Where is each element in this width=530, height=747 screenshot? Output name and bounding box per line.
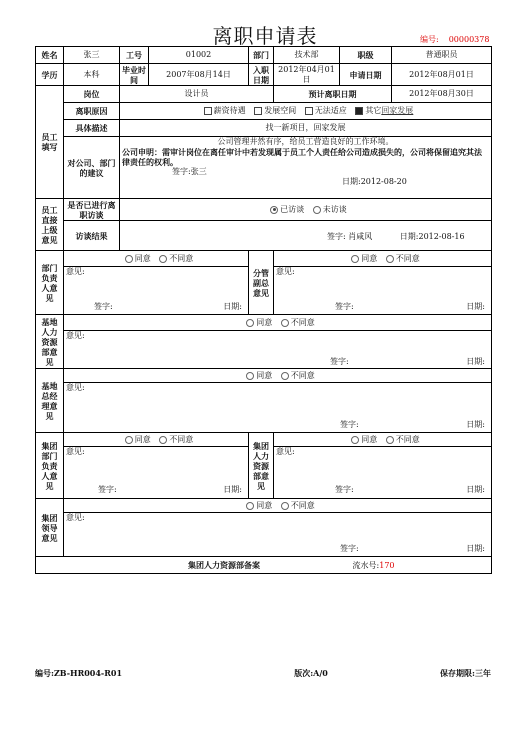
group-hr-sign-row xyxy=(274,483,492,499)
disagree-label: 不同意 xyxy=(290,500,315,510)
reason-option-label: 其它 xyxy=(365,106,382,115)
apply-value[interactable]: 2012年08月01日 xyxy=(392,64,492,86)
name-value[interactable]: 张三 xyxy=(64,47,120,64)
group-hr-label: 集团人力资源部意见 xyxy=(249,433,274,499)
agree-radio[interactable] xyxy=(125,436,133,444)
disagree-label: 不同意 xyxy=(290,317,315,327)
opinion-cell[interactable] xyxy=(120,137,492,199)
filing-row xyxy=(36,557,492,574)
disagree-radio[interactable] xyxy=(281,502,289,510)
disagree-label: 不同意 xyxy=(395,253,420,263)
hr-opinion[interactable]: 意见: xyxy=(64,331,492,357)
level-value[interactable]: 普通职员 xyxy=(392,47,492,64)
sign-label: 签字: xyxy=(330,357,349,367)
hr-label: 基地人力资源部意见 xyxy=(36,315,64,369)
sign-label: 签字: xyxy=(335,485,354,495)
interview-option-label: 已访谈 xyxy=(280,204,305,214)
company-statement: 公司申明：需审计岗位在离任审计中若发现属于员工个人责任给公司造成损失的，公司将保留追究其法律责任的权利。 xyxy=(122,147,482,167)
disagree-radio[interactable] xyxy=(159,255,167,263)
agree-radio[interactable] xyxy=(246,502,254,510)
join-value[interactable]: 2012年04月01日 xyxy=(274,64,340,86)
group-hr-radios xyxy=(274,433,492,447)
interview-result-label: 访谈结果 xyxy=(64,221,120,251)
agree-radio[interactable] xyxy=(351,436,359,444)
empno-value[interactable]: 01002 xyxy=(149,47,249,64)
group-dept-label: 集团部门负责人意见 xyxy=(36,433,64,499)
agree-label: 同意 xyxy=(361,434,378,444)
hr-sign-row xyxy=(64,357,492,369)
dept-head-sign-row xyxy=(64,301,249,315)
doc-retention: 保存期限:三年 xyxy=(440,668,491,678)
position-label: 岗位 xyxy=(64,86,120,103)
agree-radio[interactable] xyxy=(125,255,133,263)
grad-value[interactable]: 2007年08月14日 xyxy=(149,64,249,86)
reason-checkbox-0[interactable] xyxy=(204,107,212,115)
agree-label: 同意 xyxy=(361,253,378,263)
interview-radio-done[interactable] xyxy=(270,206,278,214)
gm-label: 基地总经理意见 xyxy=(36,369,64,433)
serial-number xyxy=(420,34,489,45)
document-footer xyxy=(35,668,491,679)
dept-head-label: 部门负责人意见 xyxy=(36,251,64,315)
reason-option-label: 薪资待遇 xyxy=(213,106,246,115)
date-label: 日期: xyxy=(223,302,242,312)
disagree-radio[interactable] xyxy=(386,436,394,444)
supervisor-date: 日期:2012-08-16 xyxy=(399,232,465,241)
hr-radios xyxy=(64,315,492,331)
reason-option-label: 无法适应 xyxy=(314,106,347,115)
flow-value: 170 xyxy=(379,560,395,570)
agree-radio[interactable] xyxy=(246,372,254,380)
group-dept-radios xyxy=(64,433,249,447)
group-dept-sign-row xyxy=(64,483,249,499)
sign-label: 签字: xyxy=(94,302,113,312)
interview-options xyxy=(120,199,492,221)
filing-label: 集团人力资源部备案 xyxy=(188,559,260,570)
employee-date: 日期:2012-08-20 xyxy=(342,177,407,186)
vp-label: 分管副总意见 xyxy=(249,251,274,315)
group-dept-opinion[interactable]: 意见: xyxy=(64,447,249,483)
date-label: 日期: xyxy=(466,485,485,495)
expected-date-value[interactable]: 2012年08月30日 xyxy=(392,86,492,103)
disagree-radio[interactable] xyxy=(159,436,167,444)
flow-label: 流水号: xyxy=(352,560,380,570)
gm-radios xyxy=(64,369,492,383)
edu-value[interactable]: 本科 xyxy=(64,64,120,86)
supervisor-signature: 签字: 肖咸风 xyxy=(327,232,373,241)
level-label: 职级 xyxy=(340,47,392,64)
group-leader-sign-row xyxy=(64,543,492,557)
employee-section-label: 员工填写 xyxy=(36,86,64,199)
reason-option-label: 发展空间 xyxy=(264,106,297,115)
interview-label: 是否已进行离职访谈 xyxy=(64,199,120,221)
agree-label: 同意 xyxy=(256,317,273,327)
reason-other-text[interactable]: 回家发展 xyxy=(381,106,414,115)
reason-checkbox-2[interactable] xyxy=(305,107,313,115)
reason-checkbox-1[interactable] xyxy=(254,107,262,115)
form-title: 离职申请表 xyxy=(212,24,318,48)
doc-version: 版次:A/0 xyxy=(294,668,328,678)
group-hr-opinion[interactable]: 意见: xyxy=(274,447,492,483)
vp-opinion[interactable]: 意见: xyxy=(274,267,492,301)
disagree-label: 不同意 xyxy=(169,434,194,444)
serial-label: 编号: xyxy=(420,35,439,44)
join-label: 入职日期 xyxy=(249,64,274,86)
reason-options xyxy=(120,103,492,120)
interview-option-label: 未访谈 xyxy=(322,204,347,214)
sign-label: 签字: xyxy=(98,485,117,495)
date-label: 日期: xyxy=(466,544,485,554)
date-label: 日期: xyxy=(466,357,485,367)
disagree-label: 不同意 xyxy=(395,434,420,444)
agree-radio[interactable] xyxy=(246,319,254,327)
group-leader-radios xyxy=(64,499,492,513)
agree-label: 同意 xyxy=(134,434,151,444)
dept-head-radios xyxy=(64,251,249,267)
dept-value[interactable]: 技术部 xyxy=(274,47,340,64)
vp-sign-row xyxy=(274,301,492,315)
date-label: 日期: xyxy=(223,485,242,495)
date-label: 日期: xyxy=(466,302,485,312)
reason-checkbox-3[interactable] xyxy=(355,107,363,115)
desc-value[interactable]: 找一新项目，回家发展 xyxy=(120,120,492,137)
desc-label: 具体描述 xyxy=(64,120,120,137)
gm-sign-row xyxy=(64,419,492,433)
dept-head-opinion[interactable]: 意见: xyxy=(64,267,249,301)
position-value[interactable]: 设计员 xyxy=(120,86,274,103)
employee-signature: 签字:张三 xyxy=(172,167,207,176)
dept-label: 部门 xyxy=(249,47,274,64)
group-leader-opinion[interactable]: 意见: xyxy=(64,513,492,543)
disagree-label: 不同意 xyxy=(290,370,315,380)
disagree-radio[interactable] xyxy=(281,372,289,380)
agree-label: 同意 xyxy=(256,370,273,380)
disagree-radio[interactable] xyxy=(281,319,289,327)
group-leader-label: 集团领导意见 xyxy=(36,499,64,557)
interview-result-cell[interactable] xyxy=(120,221,492,251)
sign-label: 签字: xyxy=(340,544,359,554)
gm-opinion[interactable]: 意见: xyxy=(64,383,492,419)
date-label: 日期: xyxy=(466,420,485,430)
disagree-label: 不同意 xyxy=(169,253,194,263)
name-label: 姓名 xyxy=(36,47,64,64)
expected-date-label: 预计离职日期 xyxy=(274,86,392,103)
apply-label: 申请日期 xyxy=(340,64,392,86)
opinion-text: 公司管理井然有序，给员工营造良好的工作环境。 xyxy=(217,137,394,146)
agree-radio[interactable] xyxy=(351,255,359,263)
grad-label: 毕业时间 xyxy=(120,64,149,86)
sign-label: 签字: xyxy=(340,420,359,430)
resignation-form-table xyxy=(35,46,492,574)
reason-label: 离职原因 xyxy=(64,103,120,120)
edu-label: 学历 xyxy=(36,64,64,86)
disagree-radio[interactable] xyxy=(386,255,394,263)
serial-value: 00000378 xyxy=(448,35,490,44)
agree-label: 同意 xyxy=(134,253,151,263)
doc-code: 编号:ZB-HR004-R01 xyxy=(35,668,123,678)
interview-radio-notdone[interactable] xyxy=(313,206,321,214)
vp-radios xyxy=(274,251,492,267)
empno-label: 工号 xyxy=(120,47,149,64)
sign-label: 签字: xyxy=(335,302,354,312)
supervisor-section-label: 员工直接上级意见 xyxy=(36,199,64,251)
agree-label: 同意 xyxy=(256,500,273,510)
opinion-label: 对公司、部门的建议 xyxy=(64,137,120,199)
